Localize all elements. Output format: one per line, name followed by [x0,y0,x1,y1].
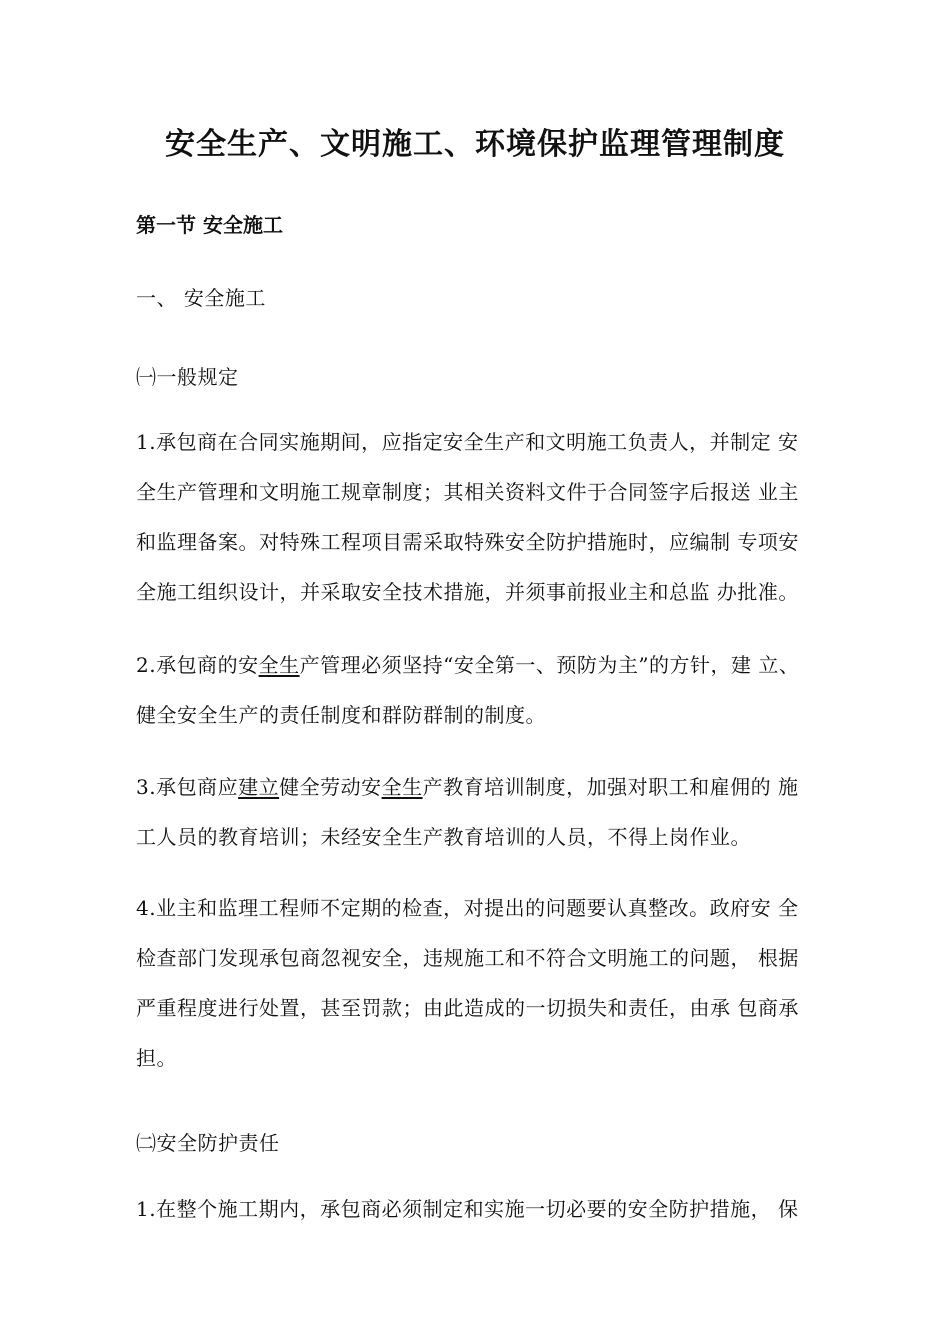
underlined-text: 建立 [238,775,280,799]
underlined-text: 全生 [381,775,423,799]
text-run: 产教育培训制度，加强对职工和雇佣的 施 [422,775,799,799]
paragraph-line: 健全安全生产的责任制度和群防群制的制度。 [136,703,546,727]
text-run: 2.承包商的安 [136,653,259,677]
part2-heading: ㈡安全防护责任 [136,1131,280,1155]
paragraph-line [136,650,836,680]
paragraph-line [136,772,836,802]
paragraph-line: 和监理备案。对特殊工程项目需采取特殊安全防护措施时，应编制 专项安 [136,530,799,554]
paragraph-line: 全生产管理和文明施工规章制度；其相关资料文件于合同签字后报送 业主 [136,480,799,504]
paragraph-line: 严重程度进行处置，甚至罚款；由此造成的一切损失和责任，由承 包商承 [136,996,799,1020]
document-title: 安全生产、文明施工、环境保护监理管理制度 [165,127,785,162]
paragraph-line: 4.业主和监理工程师不定期的检查，对提出的问题要认真整改。政府安 全 [136,896,799,920]
section-heading: 第一节 安全施工 [136,213,283,237]
text-run: 健全劳动安 [279,775,382,799]
paragraph-line: 1.在整个施工期内，承包商必须制定和实施一切必要的安全防护措施， 保 [136,1197,799,1221]
subsection-heading: 一、 安全施工 [136,286,266,310]
paragraph-line: 工人员的教育培训；未经安全生产教育培训的人员，不得上岗作业。 [136,825,751,849]
text-run: 产管理必须坚持“安全第一、预防为主”的方针，建 立、 [299,653,800,677]
text-run: 3.承包商应 [136,775,239,799]
paragraph-line: 担。 [136,1046,177,1070]
paragraph-line: 全施工组织设计，并采取安全技术措施，并须事前报业主和总监 办批准。 [136,580,799,604]
paragraph-line: 检查部门发现承包商忽视安全，违规施工和不符合文明施工的问题， 根据 [136,946,799,970]
underlined-text: 全生 [258,653,300,677]
paragraph-line: 1.承包商在合同实施期间，应指定安全生产和文明施工负责人，并制定 安 [136,430,799,454]
part1-heading: ㈠一般规定 [136,365,239,389]
